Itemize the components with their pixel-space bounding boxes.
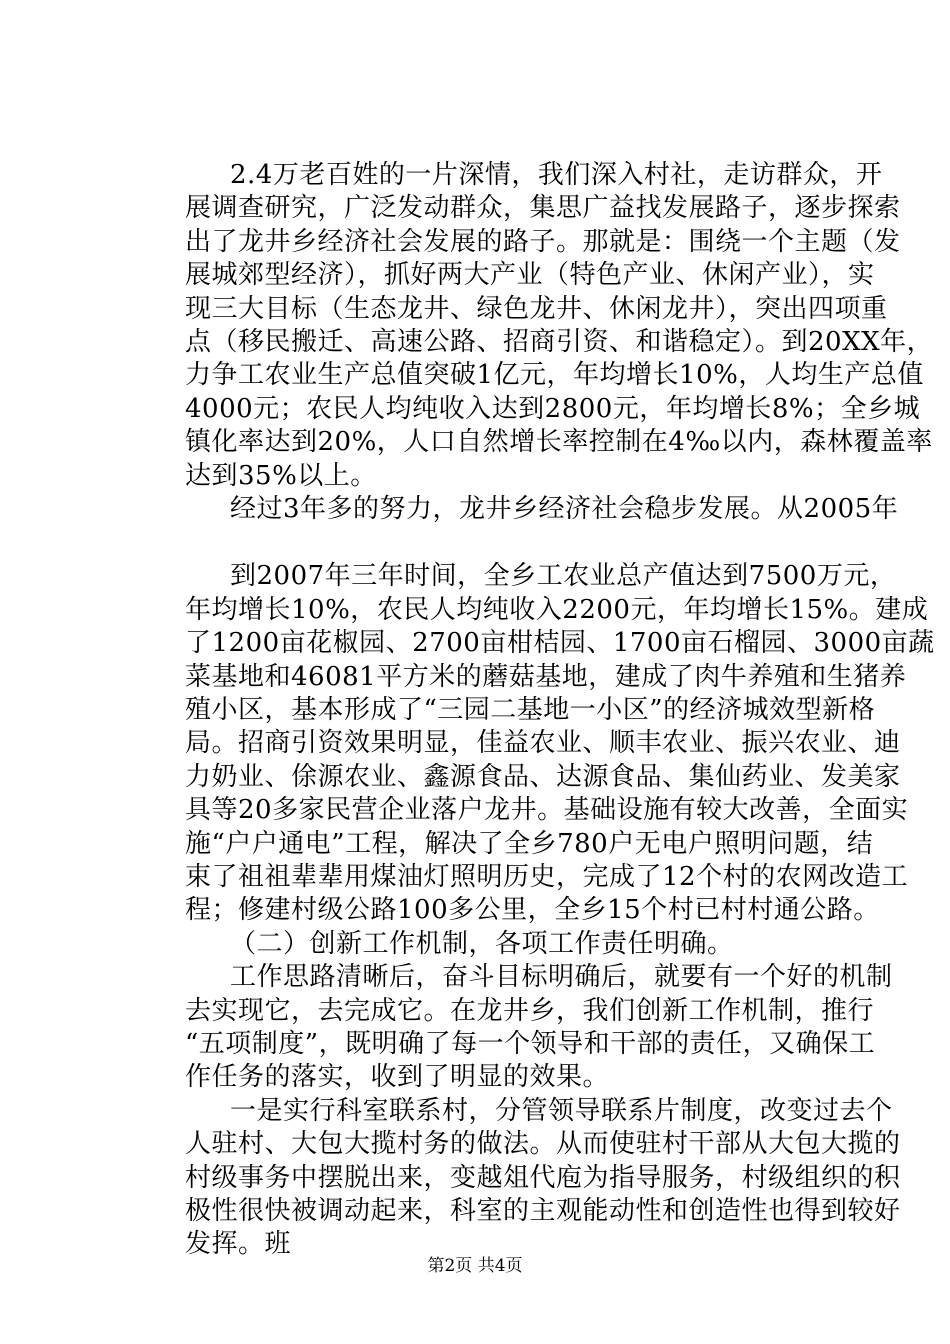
text-line: 人驻村、大包大揽村务的做法。从而使驻村干部从大包大揽的 [185,1129,901,1159]
text-line: 展城郊型经济），抓好两大产业（特色产业、休闲产业），实 [185,260,875,290]
text-line: 程；修建村级公路100多公里，全乡15个村已村村通公路。 [185,895,880,925]
text-line: 到2007年三年时间，全乡工农业总产值达到7500万元， [230,561,897,591]
text-line: 力奶业、俆源农业、鑫源食品、达源食品、集仙药业、发美家 [185,762,901,792]
text-line: 具等20多家民营企业落户龙井。基础设施有较大改善，全面实 [185,795,909,825]
text-line: 年均增长10%，农民人均纯收入2200元，年均增长15%。建成 [185,595,929,625]
text-line: 4000元；农民人均纯收入达到2800元，年均增长8%；全乡城 [185,394,921,424]
text-line: 发挥。班 [185,1229,292,1259]
text-line: 施“户户通电”工程，解决了全乡780户无电户照明问题，结 [185,829,874,859]
text-line: 镇化率达到20%，人口自然增长率控制在4‰以内，森林覆盖率 [185,427,933,457]
text-line: 一是实行科室联系村，分管领导联系片制度，改变过去个 [230,1096,893,1126]
text-line: 束了祖祖辈辈用煤油灯照明历史，完成了12个村的农网改造工 [185,862,909,892]
text-line: 出了龙井乡经济社会发展的路子。那就是：围绕一个主题（发 [185,227,901,257]
text-line: 殖小区，基本形成了“三园二基地一小区”的经济城效型新格 [185,695,876,725]
text-line: “五项制度”，既明确了每一个领导和干部的责任，又确保工 [185,1029,876,1059]
text-line: 展调查研究，广泛发动群众，集思广益找发展路子，逐步探索 [185,193,901,223]
text-line: 达到35%以上。 [185,461,377,491]
text-line: 经过3年多的努力，龙井乡经济社会稳步发展。从2005年 [230,494,899,524]
text-line: 去实现它，去完成它。在龙井乡，我们创新工作机制，推行 [185,996,875,1026]
text-line: 极性很快被调动起来，科室的主观能动性和创造性也得到较好 [185,1196,901,1226]
text-line: 了1200亩花椒园、2700亩柑桔园、1700亩石榴园、3000亩蔬 [185,628,935,658]
text-line: 点（移民搬迁、高速公路、招商引资、和谐稳定）。到20XX年， [185,327,934,357]
text-line: 村级事务中摆脱出来，变越俎代庖为指导服务，村级组织的积 [185,1163,901,1193]
text-line: 局。招商引资效果明显，佳益农业、顺丰农业、振兴农业、迪 [185,728,901,758]
section-heading: （二）创新工作机制，各项工作责任明确。 [230,929,734,959]
text-line: 工作思路清晰后，奋斗目标明确后，就要有一个好的机制 [230,962,893,992]
text-line: 力争工农业生产总值突破1亿元，年均增长10%，人均生产总值 [185,360,924,390]
text-line: 现三大目标（生态龙井、绿色龙井、休闲龙井），突出四项重 [185,294,888,324]
text-line: 菜基地和46081平方米的蘑菇基地，建成了肉牛养殖和生猪养 [185,662,907,692]
text-line: 2.4万老百姓的一片深情，我们深入村社，走访群众，开 [230,160,883,190]
text-line: 作任务的落实，收到了明显的效果。 [185,1062,610,1092]
page-number-footer: 第2页 共4页 [427,1256,523,1276]
